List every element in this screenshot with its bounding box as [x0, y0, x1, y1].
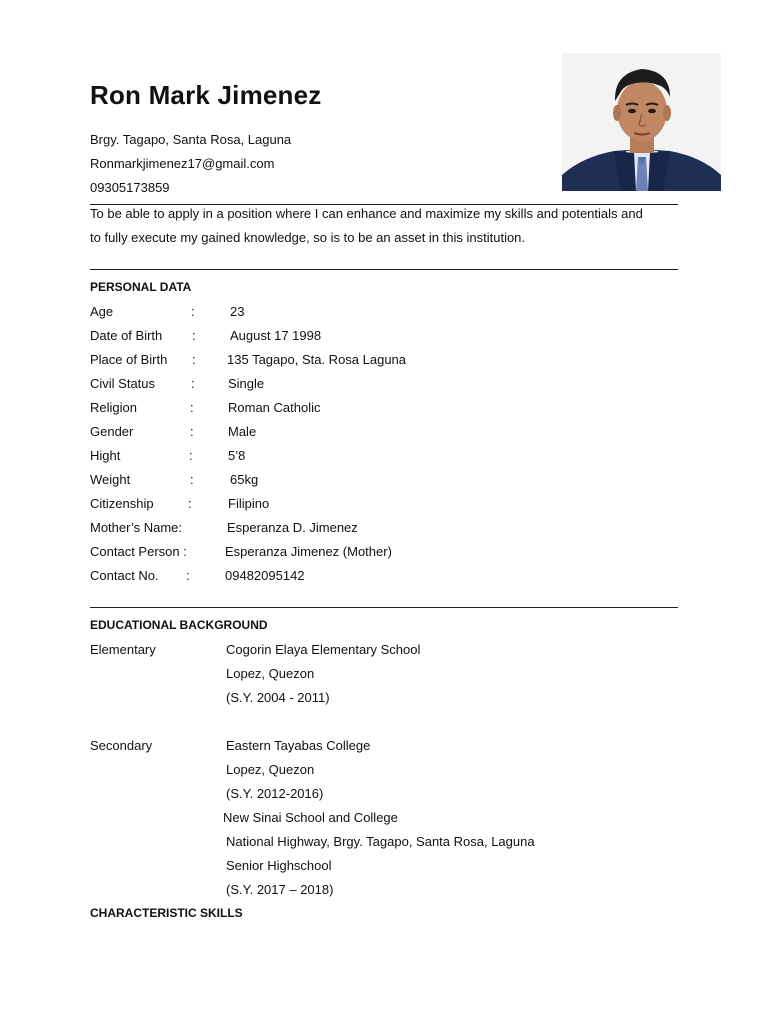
row-colon: :	[190, 400, 194, 415]
secondary-label: Secondary	[90, 738, 153, 753]
row-label: Place of Birth	[90, 352, 168, 367]
row-value: August 17 1998	[230, 328, 322, 343]
row-label: Date of Birth	[90, 328, 163, 343]
row-label: Hight	[90, 448, 121, 463]
row-colon: :	[190, 472, 194, 487]
row-label: Civil Status	[90, 376, 156, 391]
row-value: 23	[230, 304, 245, 319]
row-label: Weight	[90, 472, 131, 487]
secondary-school: Eastern Tayabas College	[226, 738, 371, 753]
objective-line-2: to fully execute my gained knowledge, so is to be an asset in this institution.	[90, 230, 526, 245]
row-label: Religion	[90, 400, 137, 415]
senior-high-school: New Sinai School and College	[223, 810, 398, 825]
row-colon: :	[191, 304, 195, 319]
row-value: 5’8	[228, 448, 246, 463]
row-value: 135 Tagapo, Sta. Rosa Laguna	[227, 352, 407, 367]
education-divider	[90, 607, 678, 608]
row-label: Gender	[90, 424, 134, 439]
row-value: Male	[228, 424, 257, 439]
row-colon: :	[186, 568, 190, 583]
senior-high-label: Senior Highschool	[226, 858, 332, 873]
row-label: Citizenship	[90, 496, 154, 511]
secondary-years: (S.Y. 2012-2016)	[226, 786, 324, 801]
objective-line-1: To be able to apply in a position where I can enhance and maximize my skills and potentials and	[90, 206, 643, 221]
elementary-label: Elementary	[90, 642, 156, 657]
row-colon: :	[192, 352, 196, 367]
row-colon: :	[188, 496, 192, 511]
row-value: Roman Catholic	[228, 400, 321, 415]
row-label: Contact Person :	[90, 544, 187, 559]
row-colon: :	[189, 448, 193, 463]
applicant-name: Ron Mark Jimenez	[90, 80, 322, 110]
row-value: Filipino	[228, 496, 270, 511]
row-value: Esperanza D. Jimenez	[227, 520, 358, 535]
row-value: 65kg	[230, 472, 259, 487]
address-text: Brgy. Tagapo, Santa Rosa, Laguna	[90, 132, 292, 147]
row-value: 09482095142	[225, 568, 305, 583]
row-value: Esperanza Jimenez (Mother)	[225, 544, 392, 559]
elementary-school: Cogorin Elaya Elementary School	[226, 642, 421, 657]
secondary-location: Lopez, Quezon	[226, 762, 315, 777]
header-divider	[90, 204, 678, 205]
row-colon: :	[192, 328, 196, 343]
row-label: Age	[90, 304, 114, 319]
skills-heading: CHARACTERISTIC SKILLS	[90, 906, 243, 920]
row-label: Mother’s Name:	[90, 520, 182, 535]
personal-data-heading: PERSONAL DATA	[90, 280, 192, 294]
row-colon: :	[191, 376, 195, 391]
senior-high-location: National Highway, Brgy. Tagapo, Santa Rosa, Laguna	[226, 834, 535, 849]
elementary-years: (S.Y. 2004 - 2011)	[226, 690, 330, 705]
education-heading: EDUCATIONAL BACKGROUND	[90, 618, 268, 632]
senior-high-years: (S.Y. 2017 – 2018)	[226, 882, 334, 897]
elementary-location: Lopez, Quezon	[226, 666, 315, 681]
objective-divider	[90, 269, 678, 270]
phone-text: 09305173859	[90, 180, 170, 195]
profile-photo	[562, 53, 721, 191]
row-value: Single	[228, 376, 265, 391]
row-label: Contact No.	[90, 568, 159, 583]
row-colon: :	[190, 424, 194, 439]
email-text: Ronmarkjimenez17@gmail.com	[90, 156, 275, 171]
